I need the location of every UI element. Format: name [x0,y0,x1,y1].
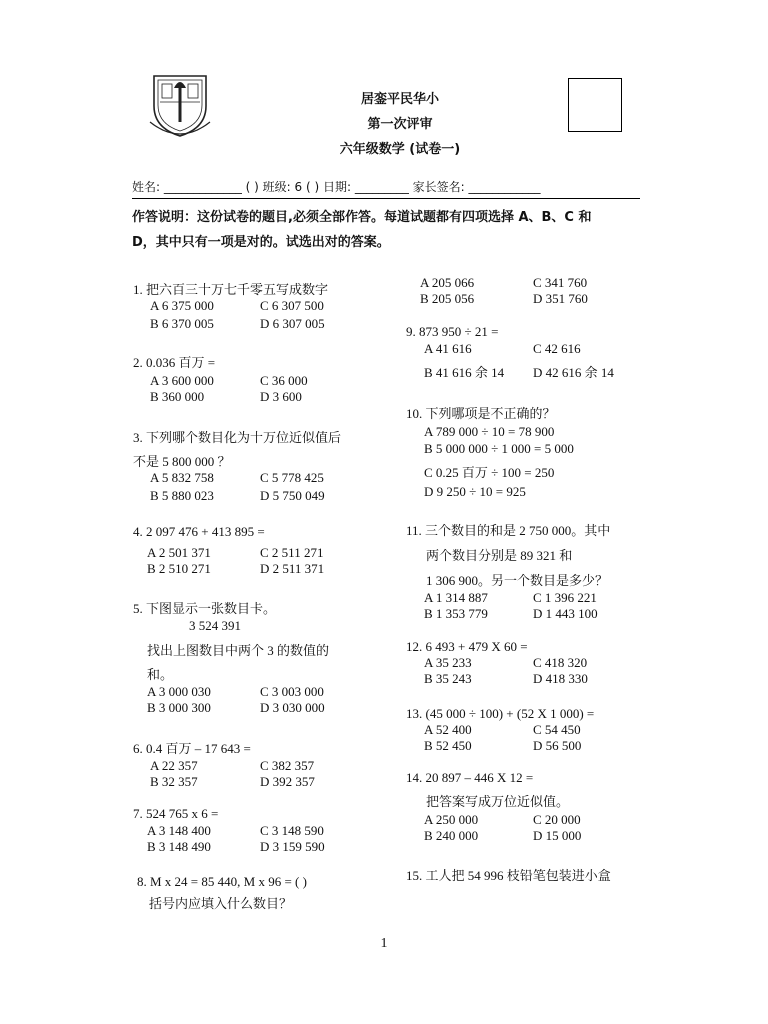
q13-option-d: D 56 500 [533,738,582,753]
q5-option-a: A 3 000 030 [147,684,211,699]
q2-option-a: A 3 600 000 [150,373,214,388]
q4-option-a: A 2 501 371 [147,545,211,560]
q8-option-d: D 351 760 [533,291,588,306]
q7-option-b: B 3 148 490 [147,839,211,854]
q2-option-c: C 36 000 [260,373,308,388]
q11-option-a: A 1 314 887 [424,590,488,605]
q10-option-c: C 0.25 百万 ÷ 100 = 250 [424,465,555,480]
question-8-line-2: 括号内应填入什么数目？ [149,896,293,911]
question-14: 14. 20 897 – 446 X 12 = [406,770,534,785]
question-10: 10. 下列哪项是不正确的？ [406,406,556,421]
instructions-line-2: D，其中只有一项是对的。试选出对的答案。 [132,235,390,250]
q12-option-d: D 418 330 [533,671,588,686]
question-8: 8. M x 24 = 85 440, M x 96 = ( ) [137,874,307,889]
q3-option-b: B 5 880 023 [150,488,214,503]
q7-option-c: C 3 148 590 [260,823,324,838]
q11-option-d: D 1 443 100 [533,606,598,621]
score-box [568,78,622,132]
q6-option-c: C 382 357 [260,758,315,773]
school-logo [148,72,212,140]
q14-option-d: D 15 000 [533,828,582,843]
exam-title: 第一次评审 [367,117,433,132]
q14-option-c: C 20 000 [533,812,581,827]
q9-option-d: D 42 616 余 14 [533,365,614,380]
q5-option-c: C 3 003 000 [260,684,324,699]
q5-option-b: B 3 000 300 [147,700,211,715]
question-4: 4. 2 097 476 + 413 895 = [133,524,265,539]
question-9: 9. 873 950 ÷ 21 = [406,324,499,339]
q12-option-b: B 35 243 [424,671,472,686]
q4-option-c: C 2 511 271 [260,545,324,560]
question-6: 6. 0.4 百万 – 17 643 = [133,741,251,756]
q8-option-b: B 205 056 [420,291,475,306]
q14-option-b: B 240 000 [424,828,479,843]
q1-option-a: A 6 375 000 [150,298,214,313]
student-info-line: 姓名: _____________ ( ) 班级: 6 ( ) 日期: _________ 家长签名: ____________ [132,180,541,194]
q12-option-c: C 418 320 [533,655,588,670]
q13-option-a: A 52 400 [424,722,472,737]
q10-option-b: B 5 000 000 ÷ 1 000 = 5 000 [424,441,574,456]
question-14-line-2: 把答案写成万位近似值。 [426,794,570,809]
q1-option-d: D 6 307 005 [260,316,325,331]
question-15: 15. 工人把 54 996 枝铅笔包装进小盒 [406,868,611,883]
instructions-line-1: 作答说明：这份试卷的题目,必须全部作答。每道试题都有四项选择 A、B、C 和 [132,210,592,225]
q3-option-d: D 5 750 049 [260,488,325,503]
question-11-line-3: 1 306 900。另一个数目是多少？ [426,573,609,588]
question-5-line-3: 和。 [147,667,174,682]
question-7: 7. 524 765 x 6 = [133,806,219,821]
q3-option-a: A 5 832 758 [150,470,214,485]
subject-title: 六年级数学 (试卷一) [339,142,461,157]
question-3-line-2: 不是 5 800 000 ？ [133,454,231,469]
question-11-line-2: 两个数目分别是 89 321 和 [426,548,573,563]
school-name: 居銮平民华小 [360,92,439,107]
header-divider [132,198,640,199]
q9-option-c: C 42 616 [533,341,581,356]
q8-option-a: A 205 066 [420,275,475,290]
q13-option-b: B 52 450 [424,738,472,753]
q11-option-c: C 1 396 221 [533,590,597,605]
question-13: 13. (45 000 ÷ 100) + (52 X 1 000) = [406,706,595,721]
q6-option-d: D 392 357 [260,774,315,789]
q1-option-b: B 6 370 005 [150,316,214,331]
q2-option-d: D 3 600 [260,389,302,404]
q7-option-a: A 3 148 400 [147,823,211,838]
q5-option-d: D 3 030 000 [260,700,325,715]
question-11: 11. 三个数目的和是 2 750 000。其中 [406,523,611,538]
question-5: 5. 下图显示一张数目卡。 [133,601,277,616]
question-1: 1. 把六百三十万七千零五写成数字 [133,282,329,297]
question-5-line-2: 找出上图数目中两个 3 的数值的 [147,643,330,658]
q8-option-c: C 341 760 [533,275,588,290]
q10-option-d: D 9 250 ÷ 10 = 925 [424,484,526,499]
q14-option-a: A 250 000 [424,812,479,827]
number-card: 3 524 391 [189,618,241,633]
q6-option-b: B 32 357 [150,774,198,789]
q9-option-a: A 41 616 [424,341,472,356]
q7-option-d: D 3 159 590 [260,839,325,854]
question-2: 2. 0.036 百万 = [133,355,216,370]
question-12: 12. 6 493 + 479 X 60 = [406,639,528,654]
q13-option-c: C 54 450 [533,722,581,737]
question-3: 3. 下列哪个数目化为十万位近似值后 [133,430,342,445]
q4-option-b: B 2 510 271 [147,561,211,576]
q2-option-b: B 360 000 [150,389,205,404]
q3-option-c: C 5 778 425 [260,470,324,485]
q11-option-b: B 1 353 779 [424,606,488,621]
q12-option-a: A 35 233 [424,655,472,670]
q6-option-a: A 22 357 [150,758,198,773]
q10-option-a: A 789 000 ÷ 10 = 78 900 [424,424,555,439]
q1-option-c: C 6 307 500 [260,298,324,313]
q9-option-b: B 41 616 余 14 [424,365,505,380]
q4-option-d: D 2 511 371 [260,561,325,576]
page-number: 1 [380,936,388,951]
